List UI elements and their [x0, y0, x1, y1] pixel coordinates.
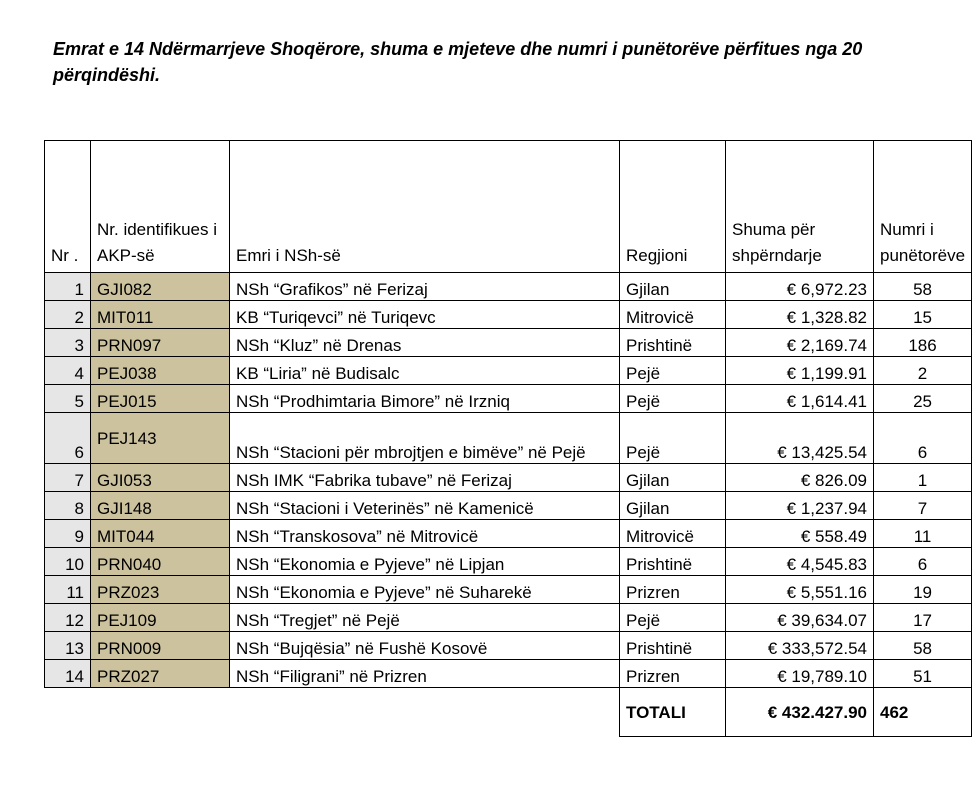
table-body: [45, 273, 972, 688]
row-number: 1: [45, 273, 91, 301]
row-region: Gjilan: [620, 492, 726, 520]
row-id: PEJ038: [91, 357, 230, 385]
row-amount: € 558.49: [726, 520, 874, 548]
table-row: [45, 520, 972, 548]
row-region: Prishtinë: [620, 632, 726, 660]
row-region: Mitrovicë: [620, 520, 726, 548]
header-amount: Shuma për shpërndarje: [726, 141, 874, 273]
row-amount: € 13,425.54: [726, 413, 874, 464]
header-workers: Numri i punëtorëve: [874, 141, 972, 273]
row-number: 8: [45, 492, 91, 520]
table-row: [45, 632, 972, 660]
row-id: PEJ015: [91, 385, 230, 413]
row-region: Mitrovicë: [620, 301, 726, 329]
row-number: 6: [45, 413, 91, 464]
total-blank: [91, 688, 230, 737]
total-label: TOTALI: [620, 688, 726, 737]
row-number: 10: [45, 548, 91, 576]
row-number: 3: [45, 329, 91, 357]
row-name: NSh “Ekonomia e Pyjeve” në Lipjan: [230, 548, 620, 576]
row-id: GJI053: [91, 464, 230, 492]
row-workers: 58: [874, 273, 972, 301]
row-region: Prizren: [620, 660, 726, 688]
row-amount: € 333,572.54: [726, 632, 874, 660]
row-workers: 2: [874, 357, 972, 385]
row-id: PEJ109: [91, 604, 230, 632]
row-number: 11: [45, 576, 91, 604]
row-name: KB “Turiqevci” në Turiqevc: [230, 301, 620, 329]
table-row: [45, 273, 972, 301]
row-region: Gjilan: [620, 464, 726, 492]
row-region: Pejë: [620, 604, 726, 632]
row-amount: € 826.09: [726, 464, 874, 492]
row-amount: € 1,614.41: [726, 385, 874, 413]
row-workers: 17: [874, 604, 972, 632]
row-number: 12: [45, 604, 91, 632]
row-name: NSh “Filigrani” në Prizren: [230, 660, 620, 688]
row-amount: € 1,199.91: [726, 357, 874, 385]
total-blank: [45, 688, 91, 737]
row-number: 2: [45, 301, 91, 329]
row-name: NSh “Stacioni për mbrojtjen e bimëve” në Pejë: [230, 413, 620, 464]
table-row: [45, 548, 972, 576]
row-amount: € 19,789.10: [726, 660, 874, 688]
row-id: PRZ023: [91, 576, 230, 604]
row-workers: 15: [874, 301, 972, 329]
table-row: [45, 385, 972, 413]
table-header-row: [45, 141, 972, 273]
total-row: [45, 688, 972, 737]
row-workers: 186: [874, 329, 972, 357]
row-number: 5: [45, 385, 91, 413]
row-number: 14: [45, 660, 91, 688]
row-number: 7: [45, 464, 91, 492]
row-id: PRN009: [91, 632, 230, 660]
row-name: NSh “Grafikos” në Ferizaj: [230, 273, 620, 301]
row-name: NSh “Kluz” në Drenas: [230, 329, 620, 357]
total-workers: 462: [874, 688, 972, 737]
row-id: PRN040: [91, 548, 230, 576]
header-id: Nr. identifikues i AKP-së: [91, 141, 230, 273]
row-region: Gjilan: [620, 273, 726, 301]
row-amount: € 1,328.82: [726, 301, 874, 329]
row-region: Pejë: [620, 413, 726, 464]
row-name: NSh IMK “Fabrika tubave” në Ferizaj: [230, 464, 620, 492]
enterprises-table: [44, 140, 972, 737]
table-row: [45, 413, 972, 464]
row-workers: 19: [874, 576, 972, 604]
row-id: GJI082: [91, 273, 230, 301]
row-workers: 6: [874, 413, 972, 464]
table-row: [45, 301, 972, 329]
row-region: Pejë: [620, 385, 726, 413]
row-region: Pejë: [620, 357, 726, 385]
row-region: Prizren: [620, 576, 726, 604]
row-workers: 1: [874, 464, 972, 492]
row-amount: € 5,551.16: [726, 576, 874, 604]
row-workers: 6: [874, 548, 972, 576]
page-title: Emrat e 14 Ndërmarrjeve Shoqërore, shuma e mjeteve dhe numri i punëtorëve përfitues nga 20 përqindëshi.: [53, 39, 863, 85]
row-number: 13: [45, 632, 91, 660]
table-row: [45, 329, 972, 357]
row-workers: 11: [874, 520, 972, 548]
row-name: NSh “Stacioni i Veterinës” në Kamenicë: [230, 492, 620, 520]
row-name: NSh “Tregjet” në Pejë: [230, 604, 620, 632]
row-number: 9: [45, 520, 91, 548]
row-number: 4: [45, 357, 91, 385]
header-nr: Nr .: [45, 141, 91, 273]
row-id: PRZ027: [91, 660, 230, 688]
table-row: [45, 660, 972, 688]
total-blank: [230, 688, 620, 737]
row-name: NSh “Ekonomia e Pyjeve” në Suharekë: [230, 576, 620, 604]
row-id: PEJ143: [91, 413, 230, 464]
row-amount: € 1,237.94: [726, 492, 874, 520]
row-name: NSh “Transkosova” në Mitrovicë: [230, 520, 620, 548]
row-workers: 58: [874, 632, 972, 660]
row-amount: € 2,169.74: [726, 329, 874, 357]
row-workers: 51: [874, 660, 972, 688]
table-row: [45, 357, 972, 385]
total-amount: € 432.427.90: [726, 688, 874, 737]
header-region: Regjioni: [620, 141, 726, 273]
row-workers: 7: [874, 492, 972, 520]
row-workers: 25: [874, 385, 972, 413]
row-amount: € 4,545.83: [726, 548, 874, 576]
row-name: NSh “Prodhimtaria Bimore” në Irzniq: [230, 385, 620, 413]
row-id: GJI148: [91, 492, 230, 520]
row-region: Prishtinë: [620, 329, 726, 357]
table-row: [45, 464, 972, 492]
row-id: PRN097: [91, 329, 230, 357]
table-row: [45, 576, 972, 604]
header-name: Emri i NSh-së: [230, 141, 620, 273]
row-id: MIT044: [91, 520, 230, 548]
row-region: Prishtinë: [620, 548, 726, 576]
row-id: MIT011: [91, 301, 230, 329]
row-name: NSh “Bujqësia” në Fushë Kosovë: [230, 632, 620, 660]
row-amount: € 39,634.07: [726, 604, 874, 632]
table-row: [45, 604, 972, 632]
row-name: KB “Liria” në Budisalc: [230, 357, 620, 385]
row-amount: € 6,972.23: [726, 273, 874, 301]
table-row: [45, 492, 972, 520]
